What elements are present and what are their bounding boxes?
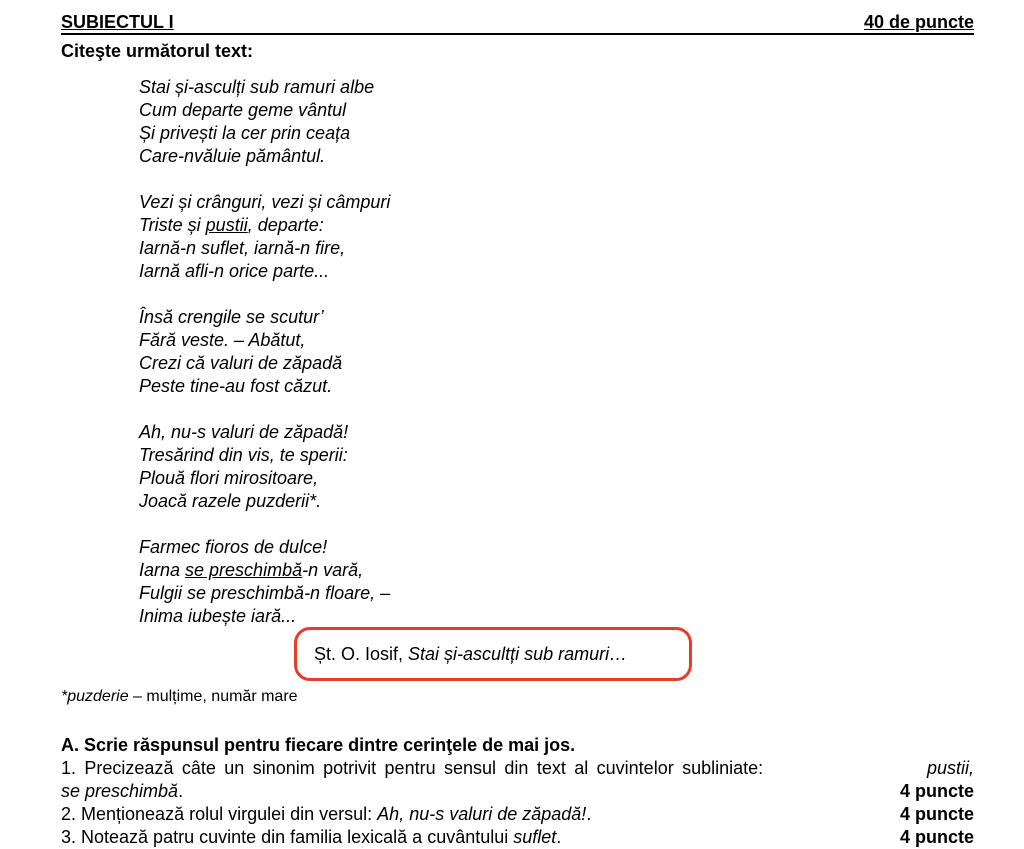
poem-text: Iarna — [139, 560, 186, 580]
poem-line: Farmec fioros de dulce! — [139, 537, 328, 557]
footnote-term: *puzderie — [61, 688, 129, 705]
footnote-definition: – mulțime, număr mare — [128, 688, 298, 705]
poem-line: Cum departe geme vântul — [139, 100, 347, 120]
footnote — [61, 688, 298, 706]
poem-line: Fără veste. – Abătut, — [139, 330, 306, 350]
task-3-word: suflet — [513, 827, 557, 847]
stanza-4 — [139, 421, 390, 513]
task-1-line-1 — [61, 757, 974, 780]
task-1-points: 4 puncte — [899, 781, 974, 801]
reading-instruction: Citeşte următorul text: — [61, 41, 254, 61]
task-1-term: pustii, — [926, 758, 974, 778]
source-title: Stai și-ascultți sub ramuri… — [408, 644, 628, 664]
poem-line: Iarnă-n suflet, iarnă-n fire, — [139, 238, 346, 258]
task-3-points: 4 puncte — [899, 827, 974, 847]
poem-line — [139, 214, 390, 237]
stanza-1 — [139, 76, 390, 168]
task-3-punct: . — [556, 827, 562, 847]
underlined-word-se-preschimba: se preschimbă — [185, 560, 303, 580]
poem-line: Însă crengile se scutur’ — [139, 307, 324, 327]
poem-line: Ah, nu-s valuri de zăpadă! — [139, 422, 349, 442]
section-a-heading: A. Scrie răspunsul pentru fiecare dintre cerinţele de mai jos. — [61, 735, 576, 755]
poem-line: Peste tine-au fost căzut. — [139, 376, 333, 396]
task-1-term: se preschimbă — [61, 781, 179, 801]
poem-text: Triste și — [139, 215, 206, 235]
task-3 — [61, 826, 974, 849]
stanza-5 — [139, 536, 390, 628]
poem-line: Fulgii se preschimbă-n floare, – — [139, 583, 391, 603]
task-2-content — [61, 803, 591, 826]
task-2-punct: . — [586, 804, 592, 824]
task-list — [61, 757, 974, 849]
task-2 — [61, 803, 974, 826]
poem-source — [314, 644, 627, 665]
poem-line: Joacă razele puzderii*. — [139, 491, 322, 511]
stanza-3 — [139, 306, 390, 398]
task-2-text: 2. Menționează rolul virgulei din versul: — [61, 804, 378, 824]
poem-line: Care-nvăluie pământul. — [139, 146, 326, 166]
poem — [139, 76, 390, 628]
task-2-quote: Ah, nu-s valuri de zăpadă! — [377, 804, 587, 824]
poem-line: Stai și-asculți sub ramuri albe — [139, 77, 375, 97]
exam-header — [61, 11, 974, 35]
underlined-word-pustii: pustii — [205, 215, 248, 235]
poem-line: Inima iubește iară... — [139, 606, 297, 626]
poem-line: Plouă flori mirositoare, — [139, 468, 319, 488]
poem-line: Iarnă afli-n orice parte... — [139, 261, 330, 281]
task-3-content — [61, 826, 561, 849]
task-3-text: 3. Notează patru cuvinte din familia lexicală a cuvântului — [61, 827, 514, 847]
source-author: Șt. O. Iosif, — [314, 644, 409, 664]
task-1-punct: . — [178, 781, 184, 801]
poem-text: , departe: — [247, 215, 324, 235]
subject-title: SUBIECTUL I — [61, 12, 174, 32]
subject-points: 40 de puncte — [863, 12, 974, 32]
task-1-cont — [61, 780, 183, 803]
poem-line: Crezi că valuri de zăpadă — [139, 353, 343, 373]
poem-line: Tresărind din vis, te sperii: — [139, 445, 348, 465]
stanza-2 — [139, 191, 390, 283]
poem-line — [139, 559, 390, 582]
task-1-text: 1. Precizează câte un sinonim potrivit pentru sensul din text al cuvintelor subliniate: — [61, 758, 764, 778]
poem-line: Și privești la cer prin ceața — [139, 123, 351, 143]
poem-line: Vezi și crânguri, vezi și câmpuri — [139, 192, 391, 212]
task-1-line-2 — [61, 780, 974, 803]
poem-text: -n vară, — [302, 560, 364, 580]
task-2-points: 4 puncte — [899, 804, 974, 824]
